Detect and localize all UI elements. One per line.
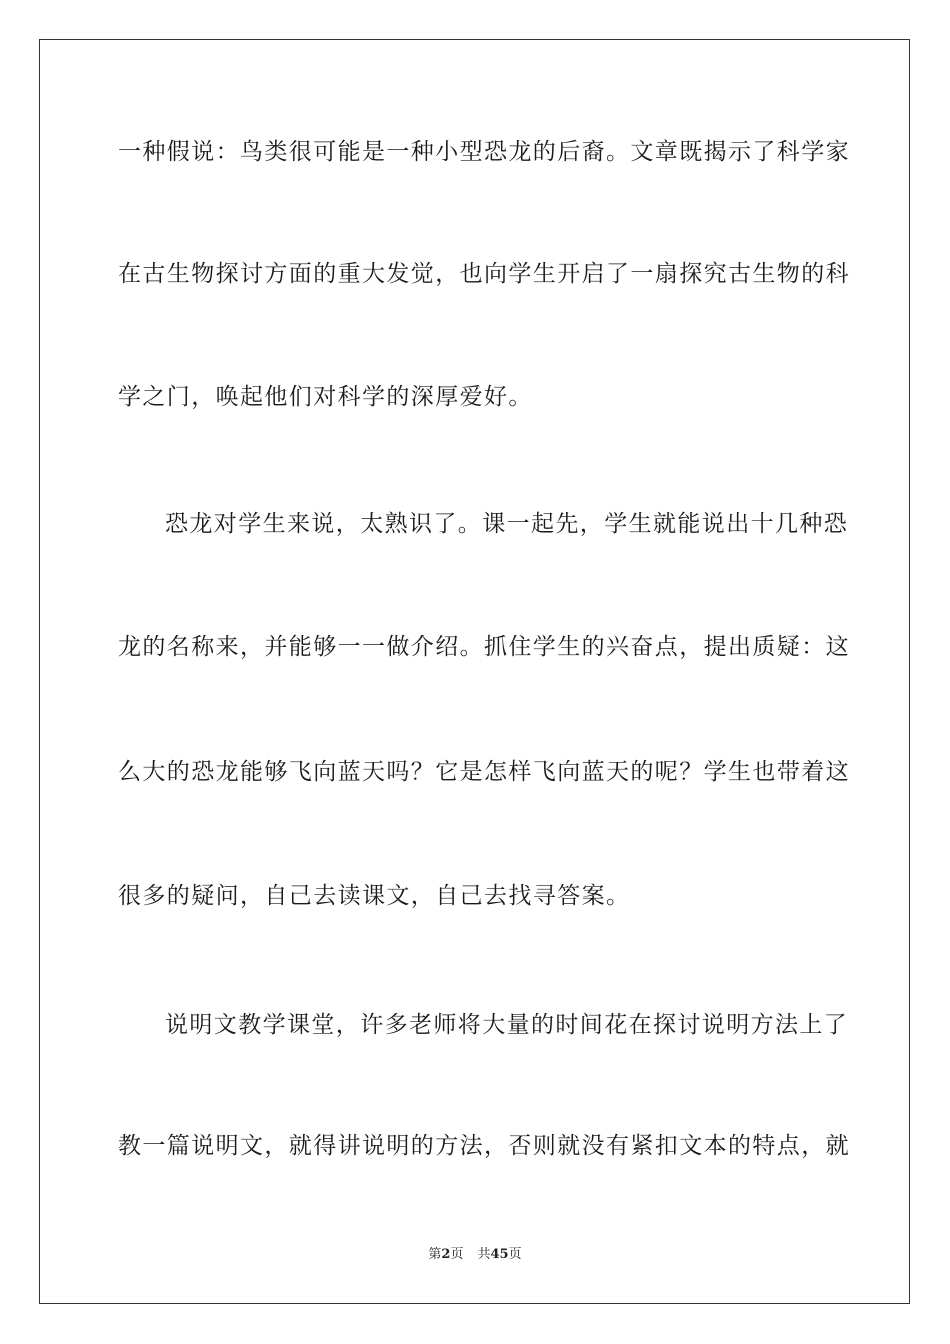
current-page-number: 2 [441,1247,451,1262]
page-footer [0,1246,950,1264]
paragraph-2-line-1: 恐龙对学生来说，太熟识了。课一起先，学生就能说出十几种恐 [165,511,849,537]
paragraph-3-line-2: 教一篇说明文，就得讲说明的方法，否则就没有紧扣文本的特点，就 [118,1133,850,1159]
paragraph-1-line-1: 一种假说：鸟类很可能是一种小型恐龙的后裔。文章既揭示了科学家 [118,139,850,165]
paragraph-1-line-2: 在古生物探讨方面的重大发觉，也向学生开启了一扇探究古生物的科 [118,261,850,287]
paragraph-2-line-4: 很多的疑问，自己去读课文，自己去找寻答案。 [118,883,631,909]
total-suffix: 页 [508,1247,522,1262]
page-prefix: 第 [428,1247,442,1262]
total-page-count: 45 [490,1247,509,1262]
paragraph-2-line-3: 么大的恐龙能够飞向蓝天吗？它是怎样飞向蓝天的呢？学生也带着这 [118,759,850,785]
paragraph-1-line-3: 学之门，唤起他们对科学的深厚爱好。 [118,384,533,410]
page-border [39,39,910,1304]
paragraph-3-line-1: 说明文教学课堂，许多老师将大量的时间花在探讨说明方法上了 [165,1012,849,1038]
total-prefix: 共 [477,1247,491,1262]
paragraph-2-line-2: 龙的名称来，并能够一一做介绍。抓住学生的兴奋点，提出质疑：这 [118,634,850,660]
page-suffix: 页 [450,1247,464,1262]
